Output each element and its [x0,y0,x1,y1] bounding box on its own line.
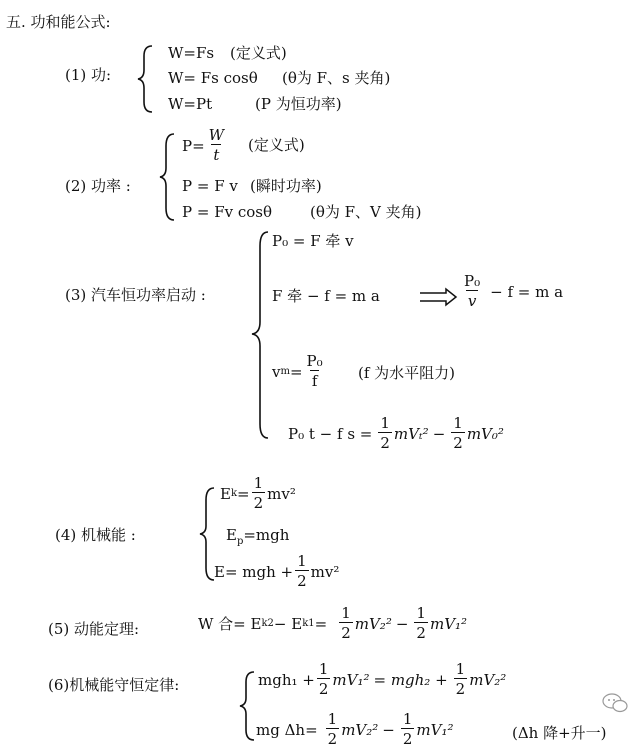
minus-ek: − E [273,614,303,633]
car-max-speed-formula [272,352,327,391]
height-change-formula [256,710,454,749]
fraction-denominator: 2 [341,624,351,642]
fraction [378,414,392,453]
ep-symbol: E [226,526,237,544]
power-cos-note: (θ为 F、V 夹角) [310,203,422,221]
vm-symbol: v [272,362,281,381]
fraction-denominator: 2 [380,434,390,452]
minus-sign: − [382,720,395,739]
ek-symbol: E [220,484,231,503]
work-energy-theorem-label: (5) 动能定理: [48,620,140,638]
power-def-lhs: P= [182,136,205,155]
fraction [326,710,340,749]
work-def-note: (定义式) [230,44,287,62]
fraction-numerator: 1 [416,604,426,622]
final-kinetic-term: mV₂² [341,720,379,739]
fraction [462,272,482,311]
fraction-denominator: t [213,146,220,164]
ep-rhs: =mgh [243,526,290,544]
minus-sign: − [432,424,446,443]
fraction [317,660,331,699]
fraction-numerator: W [208,126,225,144]
implies-arrow-icon [418,287,458,307]
fraction-numerator: 1 [253,474,264,492]
fraction-numerator: 1 [341,604,351,622]
left-brace-icon [250,230,272,440]
fraction-denominator: 2 [253,494,264,512]
total-energy-formula [214,552,339,591]
fraction [454,660,468,699]
left-brace-icon [158,132,178,222]
car-start-label: (3) 汽车恒功率启动 : [65,286,206,304]
left-brace-icon [238,670,258,742]
fraction-denominator: 2 [318,680,329,698]
work-cos-formula: W= Fs cosθ [168,69,258,87]
car-force-formula: F 牵 − f = m a [272,287,380,305]
vm-subscript: m [280,365,290,377]
power-inst-note: (瞬时功率) [250,177,322,195]
work-label: (1) 功: [65,66,112,84]
fraction [414,604,428,643]
fraction-denominator: 2 [327,730,338,748]
fraction [207,126,226,165]
left-brace-icon [136,44,156,114]
fraction-denominator: 2 [416,624,426,642]
car-energy-lhs: P₀ t − f s = [288,424,373,443]
final-kinetic-term: mV₂² [354,614,392,633]
car-derived-rest: − f = m a [490,282,564,301]
fraction [339,604,353,643]
fraction-numerator: 1 [455,660,466,678]
initial-kinetic-term: mV₁² [429,614,468,633]
power-inst-formula: P = F v [182,177,238,195]
initial-energy-lhs: mgh₁ + [258,670,315,689]
fraction [451,414,465,453]
work-pt-note: (P 为恒功率) [255,95,342,113]
work-energy-theorem-formula [198,604,467,643]
kinetic-energy-formula [220,474,296,513]
final-kinetic-term: mVₜ² [393,424,429,443]
initial-kinetic-term: mV₁² [416,720,454,739]
car-max-speed-note: (f 为水平阻力) [358,364,456,382]
fraction [401,710,415,749]
work-pt-formula: W=Pt [168,95,213,113]
fraction-denominator: 2 [402,730,413,748]
initial-kinetic-term: mV₀² [466,424,504,443]
mechanical-energy-label: (4) 机械能 : [55,526,136,544]
fraction [295,552,309,591]
net-work-lhs: W 合= E [198,614,262,633]
fraction-numerator: 1 [327,710,338,728]
height-change-note: (Δh 降+升一) [512,724,607,742]
equals-sign: = [289,362,303,381]
fraction-denominator: 2 [453,434,463,452]
power-def-note: (定义式) [248,136,305,154]
k1-subscript: k1 [302,617,315,629]
fraction-denominator: 2 [455,680,466,698]
height-change-lhs: mg Δh= [256,720,318,739]
fraction-numerator: 1 [297,552,307,570]
fraction [252,474,266,513]
final-potential-term: = mgh₂ + [373,670,448,689]
fraction-numerator: P₀ [464,272,481,290]
car-power-formula: P₀ = F 牵 v [272,232,354,250]
fraction-numerator: 1 [453,414,463,432]
k2-subscript: k2 [261,617,274,629]
total-energy-mv-term: mv² [310,562,340,581]
fraction-denominator: f [311,372,318,390]
section-heading: 五. 功和能公式: [6,13,111,31]
potential-energy-formula [226,526,289,551]
fraction-denominator: 2 [297,572,307,590]
power-label: (2) 功率 : [65,177,131,195]
work-def-formula: W=Fs [168,44,215,62]
equals-sign: = [314,614,328,633]
initial-kinetic-term: mV₁² [332,670,370,689]
car-derived-formula [460,272,563,311]
minus-sign: − [395,614,409,633]
power-def-formula [182,126,228,165]
ek-subscript: k [230,487,238,499]
fraction [305,352,325,391]
fraction-denominator: v [467,292,477,310]
total-energy-lhs: E= mgh + [214,562,294,581]
ek-mv-term: mv² [267,484,296,503]
power-cos-formula: P = Fv cosθ [182,203,273,221]
energy-conservation-formula [258,660,506,699]
fraction-numerator: 1 [380,414,390,432]
final-kinetic-term: mV₂² [469,670,507,689]
work-cos-note: (θ为 F、s 夹角) [282,69,391,87]
equals-sign: = [237,484,250,503]
fraction-numerator: 1 [402,710,413,728]
car-energy-formula [288,414,504,453]
chat-bubble-icon [600,690,630,716]
energy-conservation-label: (6)机械能守恒定律: [48,676,180,694]
fraction-numerator: P₀ [306,352,323,370]
ep-subscript: p [236,536,244,547]
fraction-numerator: 1 [318,660,329,678]
